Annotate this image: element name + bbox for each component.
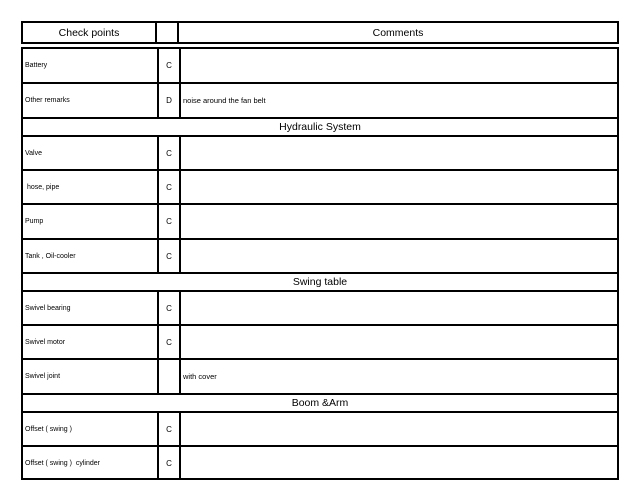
check-point-code: C bbox=[157, 413, 179, 445]
table-row bbox=[21, 358, 619, 393]
table-row bbox=[21, 169, 619, 203]
check-point-comment bbox=[179, 292, 617, 324]
check-point-comment bbox=[179, 49, 617, 82]
section-row bbox=[21, 117, 619, 135]
header-comments-label: Comments bbox=[372, 26, 424, 39]
check-point-name: Swivel joint bbox=[25, 373, 61, 380]
check-point-name: Offset ( swing ) bbox=[25, 425, 72, 433]
table-row bbox=[21, 238, 619, 272]
check-point-comment: with cover bbox=[179, 360, 617, 393]
section-row bbox=[21, 272, 619, 290]
header-check-points bbox=[21, 21, 157, 44]
table-row bbox=[21, 135, 619, 169]
check-point-code bbox=[157, 360, 179, 393]
check-point-comment bbox=[179, 447, 617, 479]
check-point-comment bbox=[179, 326, 617, 358]
check-point-comment: noise around the fan belt bbox=[179, 84, 617, 117]
check-point-code: C bbox=[157, 49, 179, 82]
section-title: Swing table bbox=[292, 276, 348, 288]
table-row bbox=[21, 411, 619, 445]
check-point-code: C bbox=[157, 447, 179, 479]
check-point-comment bbox=[179, 413, 617, 445]
check-point-code: D bbox=[157, 84, 179, 117]
check-point-code: C bbox=[157, 240, 179, 272]
check-point-name: Swivel bearing bbox=[25, 304, 71, 312]
check-point-name: Other remarks bbox=[25, 97, 70, 104]
table-row bbox=[21, 324, 619, 358]
check-point-code: C bbox=[157, 292, 179, 324]
section-row bbox=[21, 393, 619, 411]
check-point-name: Pump bbox=[25, 218, 44, 225]
check-point-comment bbox=[179, 171, 617, 203]
check-point-code: C bbox=[157, 171, 179, 203]
table-row bbox=[21, 82, 619, 117]
header-code bbox=[155, 21, 179, 44]
check-point-name: hose, pipe bbox=[25, 183, 60, 191]
header-check-points-label: Check points bbox=[58, 26, 120, 39]
check-point-code: C bbox=[157, 137, 179, 169]
check-point-comment bbox=[179, 205, 617, 238]
check-point-name: Battery bbox=[25, 62, 48, 69]
table-row bbox=[21, 203, 619, 238]
check-point-name: Swivel motor bbox=[25, 338, 66, 346]
table-row bbox=[21, 445, 619, 479]
check-point-name: Offset ( swing ) cylinder bbox=[25, 459, 100, 467]
table-row bbox=[21, 47, 619, 82]
check-point-name: Valve bbox=[25, 149, 42, 157]
check-point-code: C bbox=[157, 205, 179, 238]
section-title: Boom &Arm bbox=[291, 397, 349, 409]
check-point-comment bbox=[179, 240, 617, 272]
inspection-sheet bbox=[21, 0, 619, 480]
check-point-code: C bbox=[157, 326, 179, 358]
section-title: Hydraulic System bbox=[279, 121, 361, 133]
table-row bbox=[21, 290, 619, 324]
header-comments bbox=[177, 21, 619, 44]
check-point-comment bbox=[179, 137, 617, 169]
check-point-name: Tank , Oil-cooler bbox=[25, 252, 76, 260]
